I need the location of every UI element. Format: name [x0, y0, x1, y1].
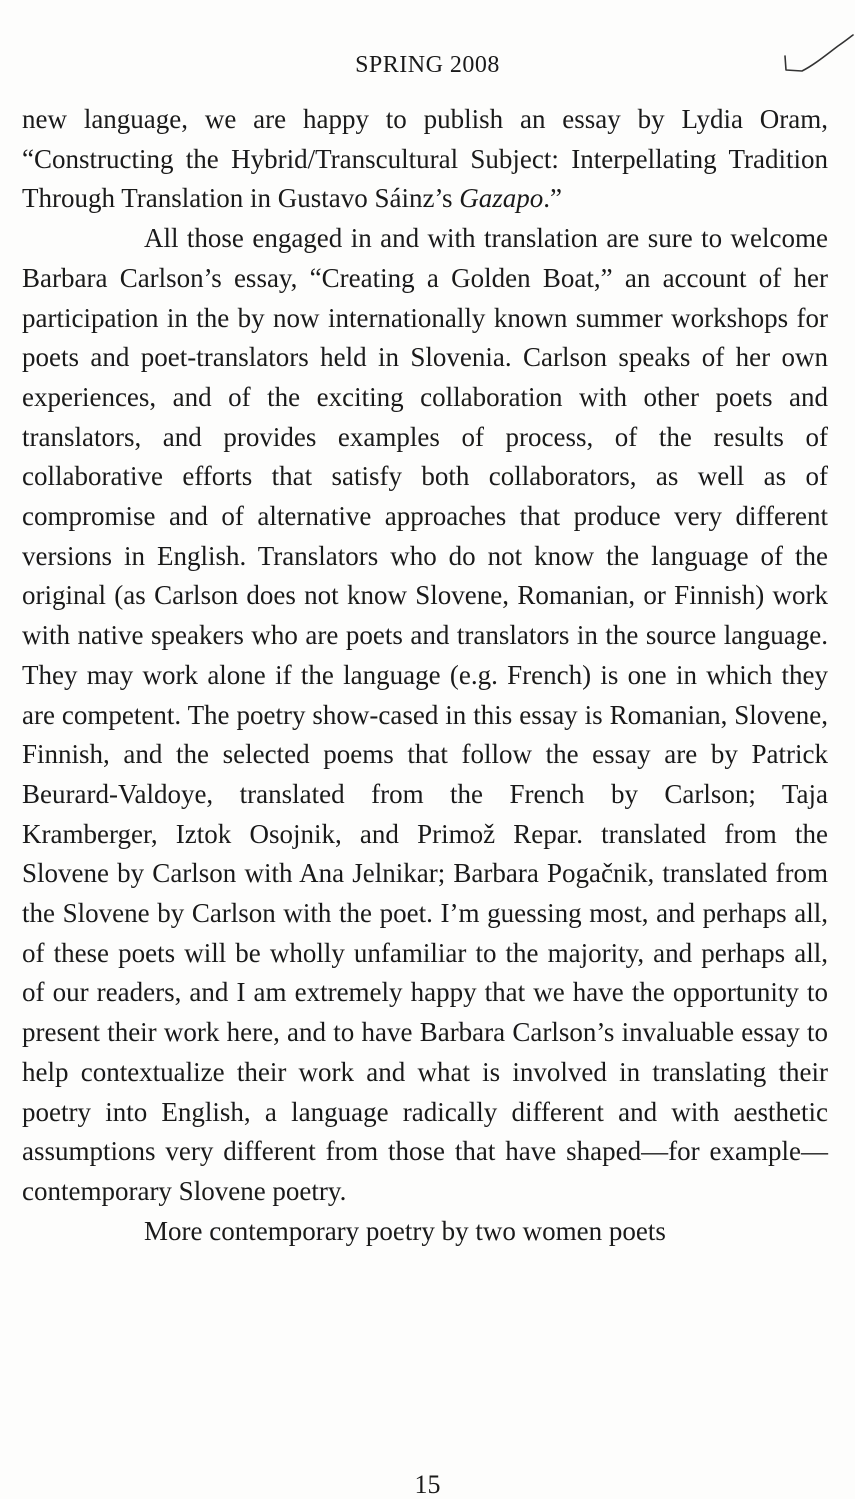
paragraph-oram-essay [22, 100, 828, 219]
page-number: 15 [414, 1470, 441, 1499]
article-body [22, 100, 828, 1251]
paragraph-text-end: .” [543, 183, 562, 214]
running-header: SPRING 2008 [355, 52, 500, 78]
paragraph-text: new language, we are happy to publish an essay by Lydia Oram, “Constructing the Hybrid/Transcultural Subject: Interpellating Tradition Through Translation in Gustavo Sáinz’s [22, 104, 828, 214]
paragraph-carlson-essay: All those engaged in and with translation are sure to welcome Barbara Carlson’s essay, “Creating a Golden Boat,” an account of her participation in the by now internationally known summer workshops for poets and poet-translators held in Slovenia. Carlson speaks of her own experiences, and of the exciting collaboration with other poets and translators, and provides examples of process, of the results of collaborative efforts that satisfy both collaborators, as well as of compromise and of alternative approaches that produce very different versions in English. Translators who do not know the language of the original (as Carlson does not know Slovene, Romanian, or Finnish) work with native speakers who are poets and translators in the source language. They may work alone if the language (e.g. French) is one in which they are competent. The poetry show-cased in this essay is Romanian, Slovene, Finnish, and the selected poems that follow the essay are by Patrick Beurard-Valdoye, translated from the French by Carlson; Taja Kramberger, Iztok Osojnik, and Primož Repar. translated from the Slovene by Carlson with Ana Jelnikar; Barbara Pogačnik, translated from the Slovene by Carlson with the poet. I’m guessing most, and perhaps all, of these poets will be wholly unfamiliar to the majority, and perhaps all, of our readers, and I am extremely happy that we have the opportunity to present their work here, and to have Barbara Carlson’s invaluable essay to help contextualize their work and what is involved in translating their poetry into English, a language radically different and with aesthetic assumptions very different from those that have shaped—for example—contemporary Slovene poetry. [22, 223, 828, 1206]
book-title-italic: Gazapo [459, 183, 544, 214]
paragraph-women-poets: More contemporary poetry by two women poets [144, 1215, 666, 1246]
checkmark-icon [780, 34, 855, 84]
